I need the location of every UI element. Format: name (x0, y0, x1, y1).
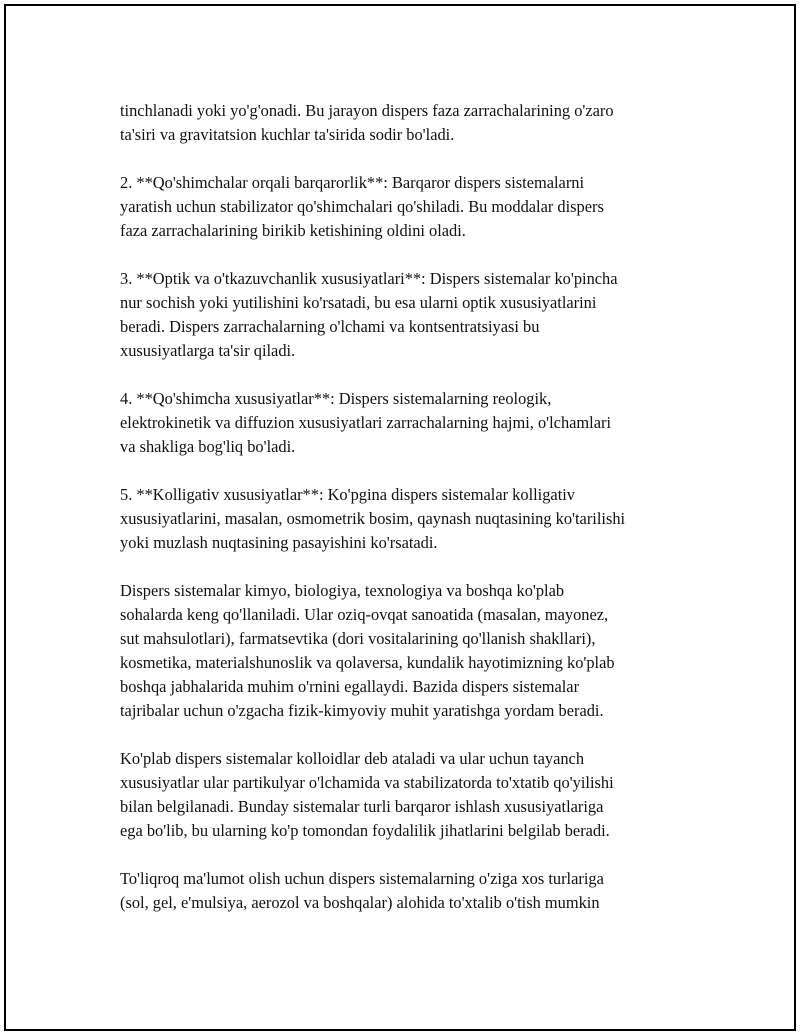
paragraph-item-3 (120, 267, 700, 363)
paragraph-item-5 (120, 483, 700, 555)
text-line: ta'siri va gravitatsion kuchlar ta'sirida sodir bo'ladi. (120, 125, 455, 144)
text-line: 3. **Optik va o'tkazuvchanlik xususiyatlari**: Dispers sistemalar ko'pincha (120, 269, 618, 288)
text-line: Ko'plab dispers sistemalar kolloidlar deb ataladi va ular uchun tayanch (120, 749, 585, 768)
text-line: bilan belgilanadi. Bunday sistemalar turli barqaror ishlash xususiyatlariga (120, 797, 604, 816)
text-line: nur sochish yoki yutilishini ko'rsatadi, bu esa ularni optik xususiyatlarini (120, 293, 597, 312)
text-line: xususiyatlar ular partikulyar o'lchamida va stabilizatorda to'xtatib qo'yilishi (120, 773, 614, 792)
text-line: 4. **Qo'shimcha xususiyatlar**: Dispers sistemalarning reologik, (120, 389, 552, 408)
paragraph-item-4 (120, 387, 700, 459)
paragraph-further-info (120, 867, 700, 915)
text-line: elektrokinetik va diffuzion xususiyatlari zarrachalarning hajmi, o'lchamlari (120, 413, 612, 432)
text-line: faza zarrachalarining birikib ketishining oldini oladi. (120, 221, 466, 240)
text-line: sohalarda keng qo'llaniladi. Ular oziq-ovqat sanoatida (masalan, mayonez, (120, 605, 609, 624)
text-line: 2. **Qo'shimchalar orqali barqarorlik**: Barqaror dispers sistemalarni (120, 173, 585, 192)
text-line: tajribalar uchun o'zgacha fizik-kimyoviy muhit yaratishga yordam beradi. (120, 701, 604, 720)
paragraph-stability-continued (120, 99, 700, 147)
text-line: sut mahsulotlari), farmatsevtika (dori vositalarining qo'llanish shakllari), (120, 629, 596, 648)
text-line: 5. **Kolligativ xususiyatlar**: Ko'pgina dispers sistemalar kolligativ (120, 485, 576, 504)
text-line: (sol, gel, e'mulsiya, aerozol va boshqalar) alohida to'xtalib o'tish mumkin (120, 893, 600, 912)
text-line: xususiyatlarini, masalan, osmometrik bosim, qaynash nuqtasining ko'tarilishi (120, 509, 626, 528)
text-line: To'liqroq ma'lumot olish uchun dispers sistemalarning o'ziga xos turlariga (120, 869, 604, 888)
document-body (120, 99, 700, 939)
text-line: ega bo'lib, bu ularning ko'p tomondan foydalilik jihatlarini belgilab beradi. (120, 821, 610, 840)
text-line: boshqa jabhalarida muhim o'rnini egallaydi. Bazida dispers sistemalar (120, 677, 580, 696)
text-line: tinchlanadi yoki yo'g'onadi. Bu jarayon dispers faza zarrachalarining o'zaro (120, 101, 614, 120)
paragraph-colloids (120, 747, 700, 843)
text-line: yoki muzlash nuqtasining pasayishini ko'rsatadi. (120, 533, 438, 552)
text-line: Dispers sistemalar kimyo, biologiya, texnologiya va boshqa ko'plab (120, 581, 565, 600)
paragraph-item-2 (120, 171, 700, 243)
text-line: va shakliga bog'liq bo'ladi. (120, 437, 296, 456)
text-line: xususiyatlarga ta'sir qiladi. (120, 341, 296, 360)
text-line: kosmetika, materialshunoslik va qolaversa, kundalik hayotimizning ko'plab (120, 653, 615, 672)
paragraph-applications (120, 579, 700, 723)
text-line: yaratish uchun stabilizator qo'shimchalari qo'shiladi. Bu moddalar dispers (120, 197, 604, 216)
text-line: beradi. Dispers zarrachalarning o'lchami va kontsentratsiyasi bu (120, 317, 540, 336)
page-frame (4, 4, 796, 1031)
